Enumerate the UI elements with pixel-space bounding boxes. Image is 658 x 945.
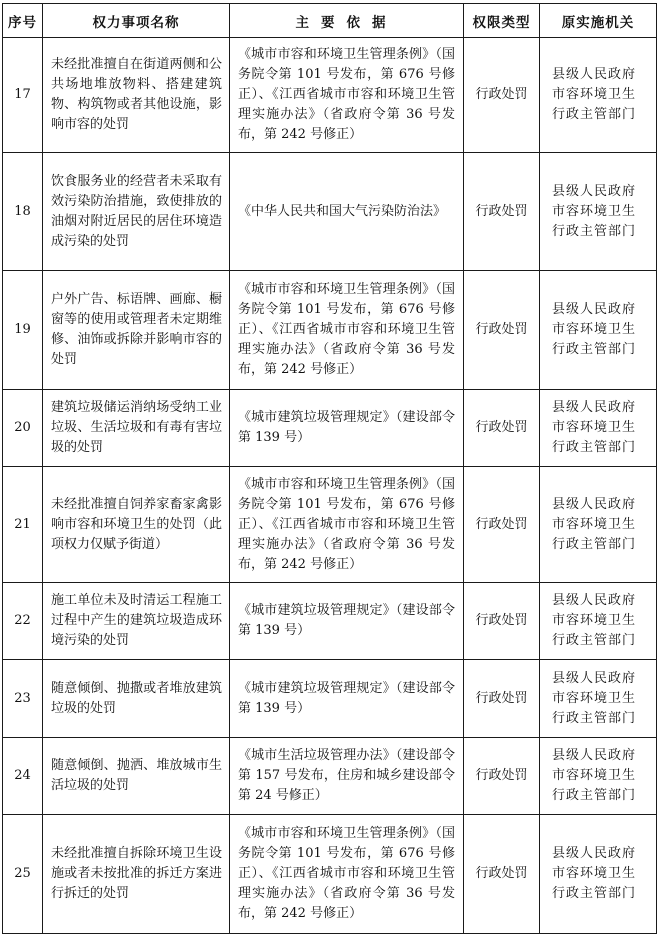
item-name: 未经批准擅自在街道两侧和公共场地堆放物料、搭建建筑物、构筑物或者其他设施，影响市容的处罚	[43, 38, 230, 153]
legal-basis: 《城市市容和环境卫生管理条例》（国务院令第 101 号发布，第 676 号修正）、《江西省城市市容和环境卫生管理实施办法》（省政府令第 36 号发布，第 242 号修正）	[230, 467, 464, 583]
table-row	[3, 583, 657, 660]
implementing-agency: 县级人民政府市容环境卫生行政主管部门	[540, 738, 657, 815]
item-name: 户外广告、标语牌、画廊、橱窗等的使用或管理者未定期维修、油饰或拆除并影响市容的处罚	[43, 271, 230, 390]
item-name: 随意倾倒、抛洒、堆放城市生活垃圾的处罚	[43, 738, 230, 815]
header-item-name: 权力事项名称	[43, 4, 230, 38]
item-name: 未经批准擅自拆除环境卫生设施或者未按批准的拆迁方案进行拆迁的处罚	[43, 815, 230, 934]
document-page	[2, 3, 656, 934]
header-serial-number: 序号	[3, 4, 43, 38]
power-items-table	[2, 3, 657, 934]
table-row	[3, 38, 657, 153]
table-header-row	[3, 4, 657, 38]
implementing-agency: 县级人民政府市容环境卫生行政主管部门	[540, 38, 657, 153]
header-main-basis: 主要依据	[230, 4, 464, 38]
authority-type: 行政处罚	[464, 738, 540, 815]
implementing-agency: 县级人民政府市容环境卫生行政主管部门	[540, 390, 657, 467]
legal-basis: 《城市市容和环境卫生管理条例》（国务院令第 101 号发布，第 676 号修正）、《江西省城市市容和环境卫生管理实施办法》（省政府令第 36 号发布，第 242 号修正）	[230, 815, 464, 934]
header-original-agency: 原实施机关	[540, 4, 657, 38]
authority-type: 行政处罚	[464, 271, 540, 390]
implementing-agency: 县级人民政府市容环境卫生行政主管部门	[540, 660, 657, 738]
table-row	[3, 153, 657, 271]
legal-basis: 《城市生活垃圾管理办法》（建设部令第 157 号发布，住房和城乡建设部令第 24 号修正）	[230, 738, 464, 815]
row-number: 17	[3, 38, 43, 153]
item-name: 施工单位未及时清运工程施工过程中产生的建筑垃圾造成环境污染的处罚	[43, 583, 230, 660]
table-row	[3, 271, 657, 390]
authority-type: 行政处罚	[464, 583, 540, 660]
row-number: 23	[3, 660, 43, 738]
row-number: 24	[3, 738, 43, 815]
legal-basis: 《城市市容和环境卫生管理条例》（国务院令第 101 号发布，第 676 号修正）、《江西省城市市容和环境卫生管理实施办法》（省政府令第 36 号发布，第 242 号修正）	[230, 38, 464, 153]
authority-type: 行政处罚	[464, 38, 540, 153]
table-row	[3, 390, 657, 467]
row-number: 25	[3, 815, 43, 934]
legal-basis: 《城市建筑垃圾管理规定》（建设部令第 139 号）	[230, 660, 464, 738]
legal-basis: 《城市建筑垃圾管理规定》（建设部令第 139 号）	[230, 583, 464, 660]
legal-basis: 《中华人民共和国大气污染防治法》	[230, 153, 464, 271]
item-name: 饮食服务业的经营者未采取有效污染防治措施，致使排放的油烟对附近居民的居住环境造成污染的处罚	[43, 153, 230, 271]
row-number: 19	[3, 271, 43, 390]
implementing-agency: 县级人民政府市容环境卫生行政主管部门	[540, 153, 657, 271]
authority-type: 行政处罚	[464, 153, 540, 271]
authority-type: 行政处罚	[464, 815, 540, 934]
implementing-agency: 县级人民政府市容环境卫生行政主管部门	[540, 467, 657, 583]
legal-basis: 《城市市容和环境卫生管理条例》（国务院令第 101 号发布，第 676 号修正）、《江西省城市市容和环境卫生管理实施办法》（省政府令第 36 号发布，第 242 号修正）	[230, 271, 464, 390]
item-name: 随意倾倒、抛撒或者堆放建筑垃圾的处罚	[43, 660, 230, 738]
implementing-agency: 县级人民政府市容环境卫生行政主管部门	[540, 271, 657, 390]
authority-type: 行政处罚	[464, 390, 540, 467]
authority-type: 行政处罚	[464, 660, 540, 738]
authority-type: 行政处罚	[464, 467, 540, 583]
legal-basis: 《城市建筑垃圾管理规定》（建设部令第 139 号）	[230, 390, 464, 467]
row-number: 20	[3, 390, 43, 467]
table-row	[3, 738, 657, 815]
item-name: 建筑垃圾储运消纳场受纳工业垃圾、生活垃圾和有毒有害垃圾的处罚	[43, 390, 230, 467]
implementing-agency: 县级人民政府市容环境卫生行政主管部门	[540, 815, 657, 934]
implementing-agency: 县级人民政府市容环境卫生行政主管部门	[540, 583, 657, 660]
table-row	[3, 660, 657, 738]
row-number: 18	[3, 153, 43, 271]
header-authority-type: 权限类型	[464, 4, 540, 38]
table-row	[3, 467, 657, 583]
row-number: 22	[3, 583, 43, 660]
item-name: 未经批准擅自饲养家畜家禽影响市容和环境卫生的处罚（此项权力仅赋予街道）	[43, 467, 230, 583]
table-row	[3, 815, 657, 934]
row-number: 21	[3, 467, 43, 583]
